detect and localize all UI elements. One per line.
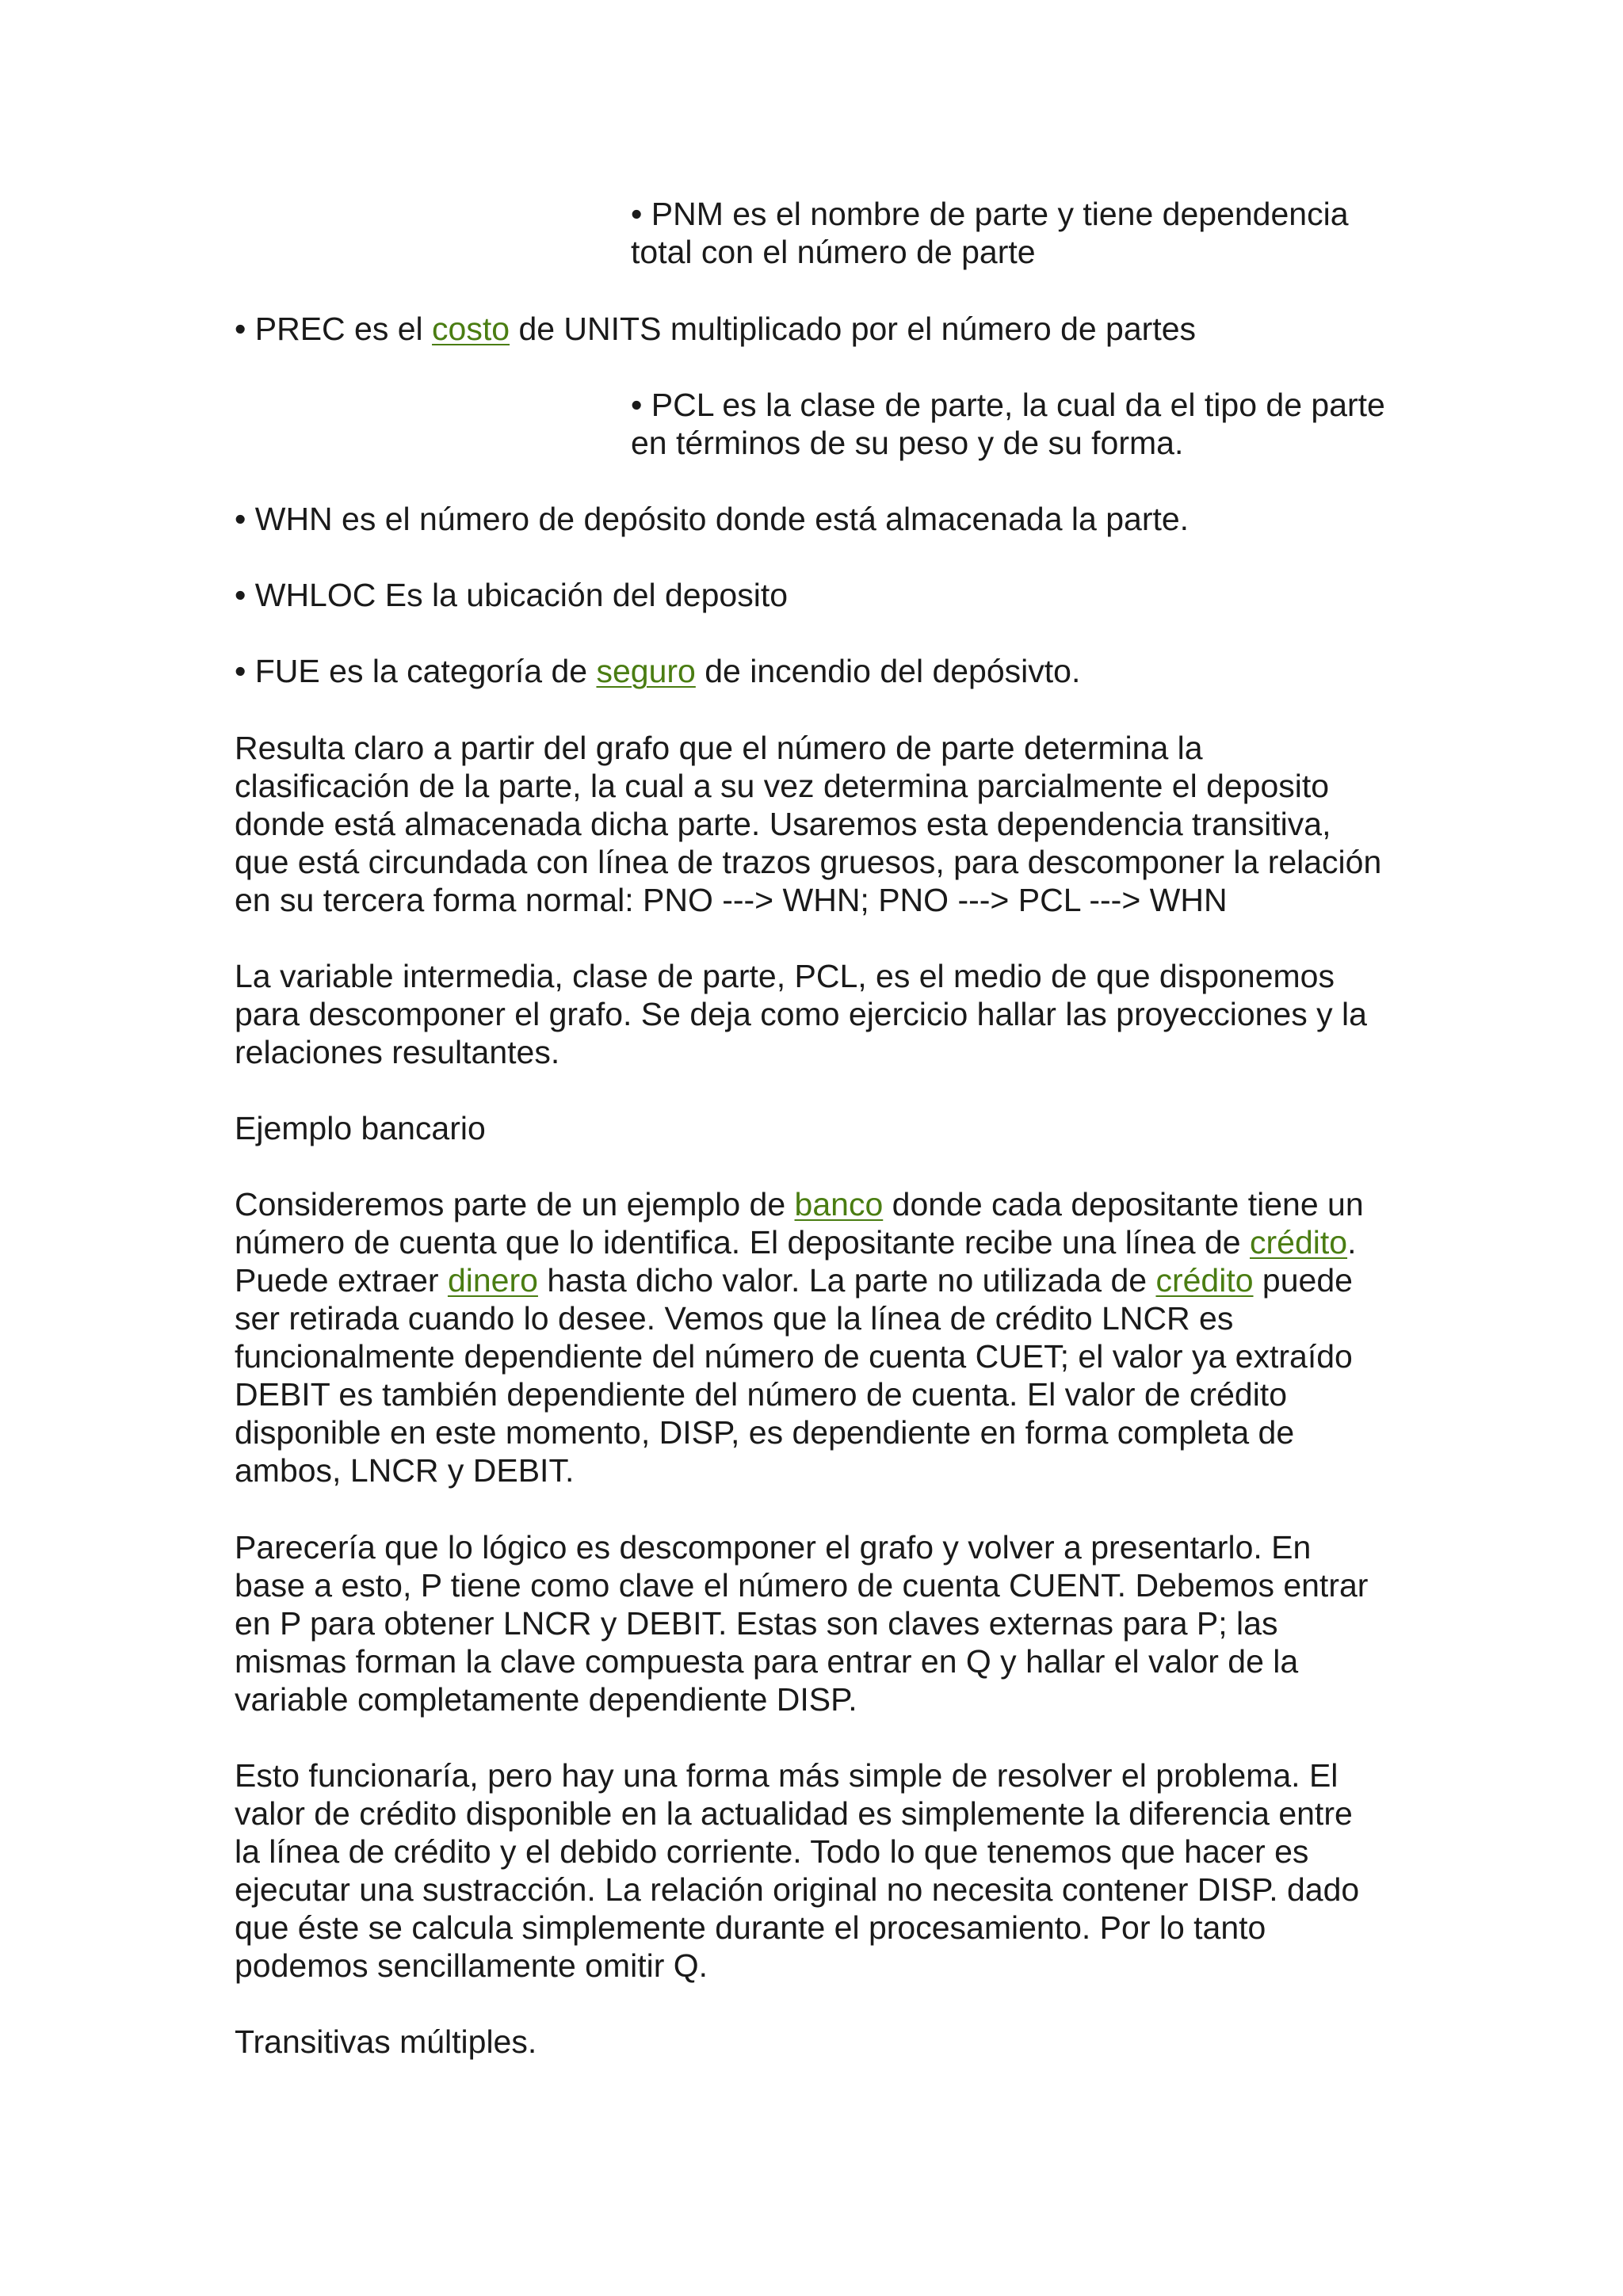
paragraph-grafo-line: donde está almacenada dicha parte. Usaremos esta dependencia transitiva, [235, 806, 1331, 842]
banco-line-3-before: Puede extraer [235, 1262, 448, 1299]
link-seguro[interactable]: seguro [596, 653, 696, 689]
bullet-pnm-line-1: • PNM es el nombre de parte y tiene dependencia [631, 196, 1349, 232]
paragraph-banco-line: DEBIT es también dependiente del número de cuenta. El valor de crédito [235, 1376, 1287, 1413]
paragraph-banco-line: ser retirada cuando lo desee. Vemos que la línea de crédito LNCR es [235, 1300, 1234, 1337]
paragraph-esto-line: que éste se calcula simplemente durante el procesamiento. Por lo tanto [235, 1909, 1266, 1946]
banco-line-2-before: número de cuenta que lo identifica. El depositante recibe una línea de [235, 1224, 1250, 1261]
paragraph-banco-line: funcionalmente dependiente del número de cuenta CUET; el valor ya extraído [235, 1338, 1353, 1375]
paragraph-grafo-line: Resulta claro a partir del grafo que el número de parte determina la [235, 730, 1203, 766]
bullet-pnm-line-2: total con el número de parte [631, 234, 1036, 270]
paragraph-esto-line: Esto funcionaría, pero hay una forma más simple de resolver el problema. El [235, 1757, 1338, 1794]
paragraph-pareceria-line: en P para obtener LNCR y DEBIT. Estas son claves externas para P; las [235, 1605, 1278, 1642]
link-banco[interactable]: banco [794, 1186, 884, 1222]
paragraph-banco-line: disponible en este momento, DISP, es dependiente en forma completa de [235, 1414, 1295, 1451]
link-costo[interactable]: costo [432, 311, 510, 347]
paragraph-banco-line-1 [235, 1185, 1364, 1223]
banco-line-3-after: puede [1253, 1262, 1353, 1299]
bullet-pcl-line-1: • PCL es la clase de parte, la cual da el tipo de parte [631, 387, 1385, 423]
link-dinero[interactable]: dinero [447, 1262, 538, 1299]
paragraph-esto-line: podemos sencillamente omitir Q. [235, 1947, 708, 1984]
heading-transitivas-multiples: Transitivas múltiples. [235, 2023, 537, 2060]
paragraph-grafo-line: que está circundada con línea de trazos gruesos, para descomponer la relación [235, 844, 1382, 880]
bullet-pcl-line-2: en términos de su peso y de su forma. [631, 425, 1184, 461]
bullet-whloc: • WHLOC Es la ubicación del deposito [235, 577, 789, 613]
banco-line-1-after: donde cada depositante tiene un [883, 1186, 1364, 1222]
paragraph-pareceria-line: Parecería que lo lógico es descomponer el grafo y volver a presentarlo. En [235, 1529, 1312, 1566]
paragraph-banco-line-2 [235, 1223, 1356, 1261]
bullet-prec [235, 310, 1196, 348]
bullet-prec-text-before: • PREC es el [235, 311, 433, 347]
paragraph-pareceria-line: base a esto, P tiene como clave el número de cuenta CUENT. Debemos entrar [235, 1567, 1369, 1604]
paragraph-esto-line: la línea de crédito y el debido corriente. Todo lo que tenemos que hacer es [235, 1833, 1309, 1870]
paragraph-pareceria-line: mismas forman la clave compuesta para entrar en Q y hallar el valor de la [235, 1643, 1299, 1680]
paragraph-pareceria-line: variable completamente dependiente DISP. [235, 1681, 857, 1718]
heading-ejemplo-bancario: Ejemplo bancario [235, 1110, 486, 1146]
paragraph-grafo-line: clasificación de la parte, la cual a su vez determina parcialmente el deposito [235, 768, 1330, 804]
paragraph-banco-line-3 [235, 1261, 1353, 1299]
paragraph-esto-line: valor de crédito disponible en la actualidad es simplemente la diferencia entre [235, 1795, 1353, 1832]
bullet-fue [235, 652, 1080, 690]
paragraph-banco-line: ambos, LNCR y DEBIT. [235, 1452, 575, 1489]
banco-line-2-after: . [1347, 1224, 1357, 1261]
paragraph-variable-line: relaciones resultantes. [235, 1034, 560, 1070]
bullet-whn: • WHN es el número de depósito donde está almacenada la parte. [235, 501, 1190, 537]
link-credito[interactable]: crédito [1250, 1224, 1348, 1261]
banco-line-1-before: Consideremos parte de un ejemplo de [235, 1186, 795, 1222]
bullet-fue-text-after: de incendio del depósivto. [695, 653, 1081, 689]
paragraph-variable-line: para descomponer el grafo. Se deja como ejercicio hallar las proyecciones y la [235, 996, 1367, 1032]
bullet-fue-text-before: • FUE es la categoría de [235, 653, 597, 689]
paragraph-variable-line: La variable intermedia, clase de parte, PCL, es el medio de que disponemos [235, 958, 1335, 994]
bullet-prec-text-after: de UNITS multiplicado por el número de partes [510, 311, 1197, 347]
paragraph-esto-line: ejecutar una sustracción. La relación original no necesita contener DISP. dado [235, 1871, 1360, 1908]
paragraph-grafo-line: en su tercera forma normal: PNO ---> WHN; PNO ---> PCL ---> WHN [235, 882, 1228, 918]
banco-line-3-mid: hasta dicho valor. La parte no utilizada de [537, 1262, 1156, 1299]
link-credito[interactable]: crédito [1155, 1262, 1254, 1299]
